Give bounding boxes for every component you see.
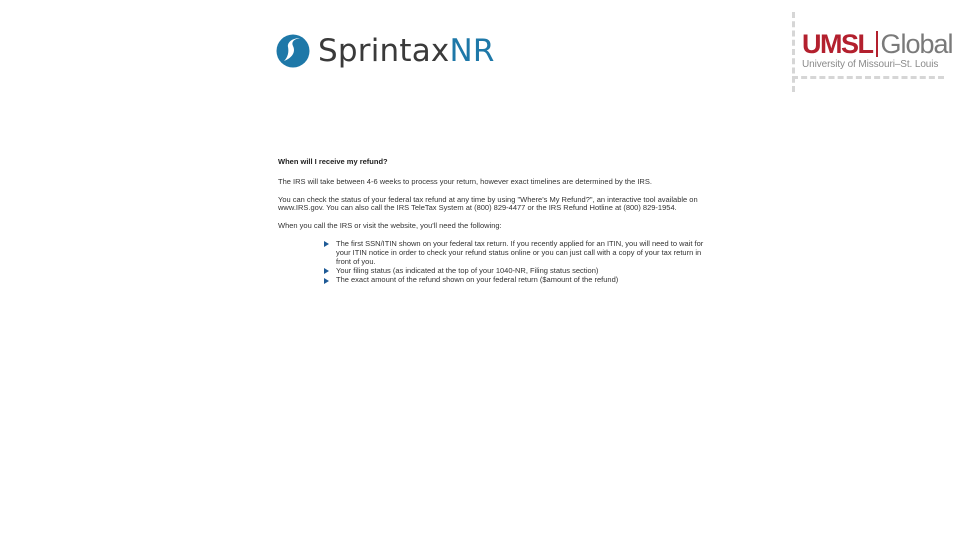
sprintax-logo <box>276 33 495 69</box>
triangle-bullet-icon <box>324 241 329 247</box>
faq-paragraph-check-status: You can check the status of your federal tax refund at any time by using "Where's My Refund?", an interactive tool available on www.IRS.gov. You can also call the IRS TeleTax System at (800) 829-4477 or the IRS Refund Hotline at (800) 829-1954. <box>278 194 698 213</box>
triangle-bullet-icon <box>324 268 329 274</box>
faq-heading: When will I receive my refund? <box>278 157 388 166</box>
sprintax-mark-icon <box>276 34 310 68</box>
umsl-name: UMSL <box>802 29 873 59</box>
list-item-text: The first SSN/ITIN shown on your federal tax return. If you recently applied for an ITIN, you will need to wait for your ITIN notice in order to check your refund status online or you can just call with a copy of your tax return in front of you. <box>336 238 704 266</box>
sprintax-wordmark-main: Sprintax <box>318 33 450 69</box>
triangle-bullet-icon <box>324 278 329 284</box>
list-item-text: Your filing status (as indicated at the top of your 1040-NR, Filing status section) <box>336 265 599 275</box>
logo-dashed-vertical-divider <box>792 12 798 92</box>
logo-dashed-horizontal-divider <box>792 76 944 79</box>
umsl-global-logo <box>792 12 953 94</box>
sprintax-wordmark-nr: NR <box>449 33 495 69</box>
list-item <box>324 240 708 266</box>
umsl-subtitle: University of Missouri–St. Louis <box>802 59 939 70</box>
umsl-wordmark <box>802 29 953 59</box>
sprintax-wordmark <box>318 34 495 68</box>
requirements-list <box>278 240 708 285</box>
faq-paragraph-requirements-intro: When you call the IRS or visit the website, you'll need the following: <box>278 221 502 231</box>
faq-paragraph-processing-time: The IRS will take between 4-6 weeks to process your return, however exact timelines are determined by the IRS. <box>278 176 652 186</box>
umsl-separator <box>876 31 878 57</box>
list-item <box>324 276 708 285</box>
refund-faq-content <box>278 158 708 285</box>
list-item-text: The exact amount of the refund shown on your federal return ($amount of the refund) <box>336 275 619 285</box>
umsl-unit: Global <box>880 29 953 59</box>
